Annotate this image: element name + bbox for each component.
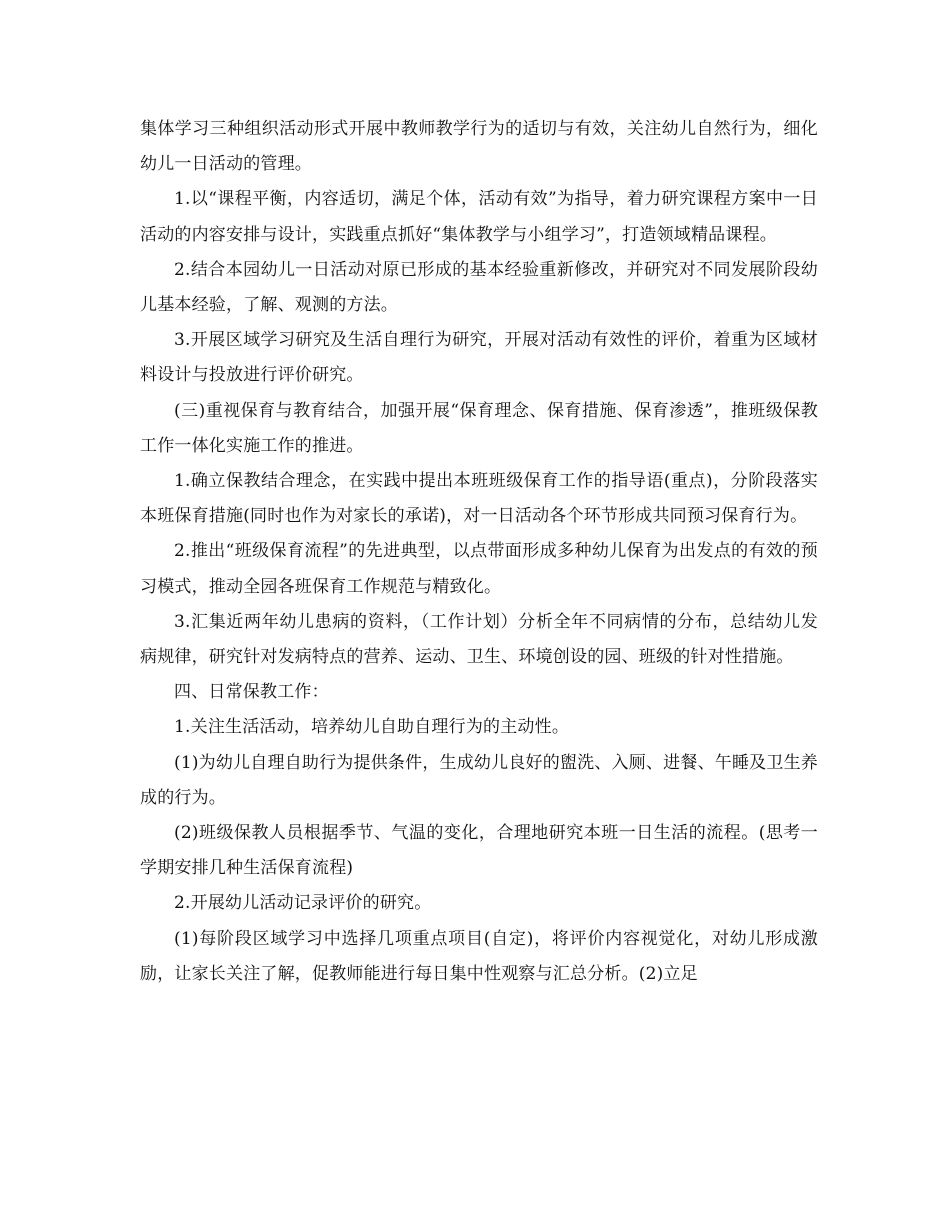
paragraph-14: (1)每阶段区域学习中选择几项重点项目(自定)，将评价内容视觉化，对幼儿形成激励，让家长关注了解，促教师能进行每日集中性观察与汇总分析。(2)立足 <box>140 928 818 984</box>
paragraph-5: (三)重视保育与教育结合，加强开展“保育理念、保育措施、保育渗透”，推班级保教工作一体化实施工作的推进。 <box>140 400 818 456</box>
paragraph-9: 四、日常保教工作： <box>174 682 329 703</box>
paragraph-10: 1.关注生活活动，培养幼儿自助自理行为的主动性。 <box>174 717 570 738</box>
paragraph-3: 2.结合本园幼儿一日活动对原已形成的基本经验重新修改，并研究对不同发展阶段幼儿基本经验，了解、观测的方法。 <box>140 259 818 316</box>
paragraph-2: 1.以“课程平衡，内容适切，满足个体，活动有效”为指导，着力研究课程方案中一日活动的内容安排与设计，实践重点抓好“集体教学与小组学习”，打造领域精品课程。 <box>140 189 818 245</box>
document-body <box>140 112 818 992</box>
paragraph-6: 1.确立保教结合理念，在实践中提出本班班级保育工作的指导语(重点)，分阶段落实本班保育措施(同时也作为对家长的承诺)，对一日活动各个环节形成共同预习保育行为。 <box>140 471 818 527</box>
paragraph-7: 2.推出“班级保育流程”的先进典型，以点带面形成多种幼儿保育为出发点的有效的预习模式，推动全园各班保育工作规范与精致化。 <box>140 541 818 597</box>
paragraph-8: 3.汇集近两年幼儿患病的资料，（工作计划）分析全年不同病情的分布，总结幼儿发病规律，研究针对发病特点的营养、运动、卫生、环境创设的园、班级的针对性措施。 <box>140 611 818 668</box>
paragraph-12: (2)班级保教人员根据季节、气温的变化，合理地研究本班一日生活的流程。(思考一学期安排几种生活保育流程) <box>140 823 818 879</box>
paragraph-1: 集体学习三种组织活动形式开展中教师教学行为的适切与有效，关注幼儿自然行为，细化幼儿一日活动的管理。 <box>140 119 818 175</box>
paragraph-4: 3.开展区域学习研究及生活自理行为研究，开展对活动有效性的评价，着重为区域材料设计与投放进行评价研究。 <box>140 330 818 386</box>
paragraph-13: 2.开展幼儿活动记录评价的研究。 <box>174 893 432 914</box>
paragraph-11: (1)为幼儿自理自助行为提供条件，生成幼儿良好的盥洗、入厕、进餐、午睡及卫生养成的行为。 <box>140 752 818 808</box>
